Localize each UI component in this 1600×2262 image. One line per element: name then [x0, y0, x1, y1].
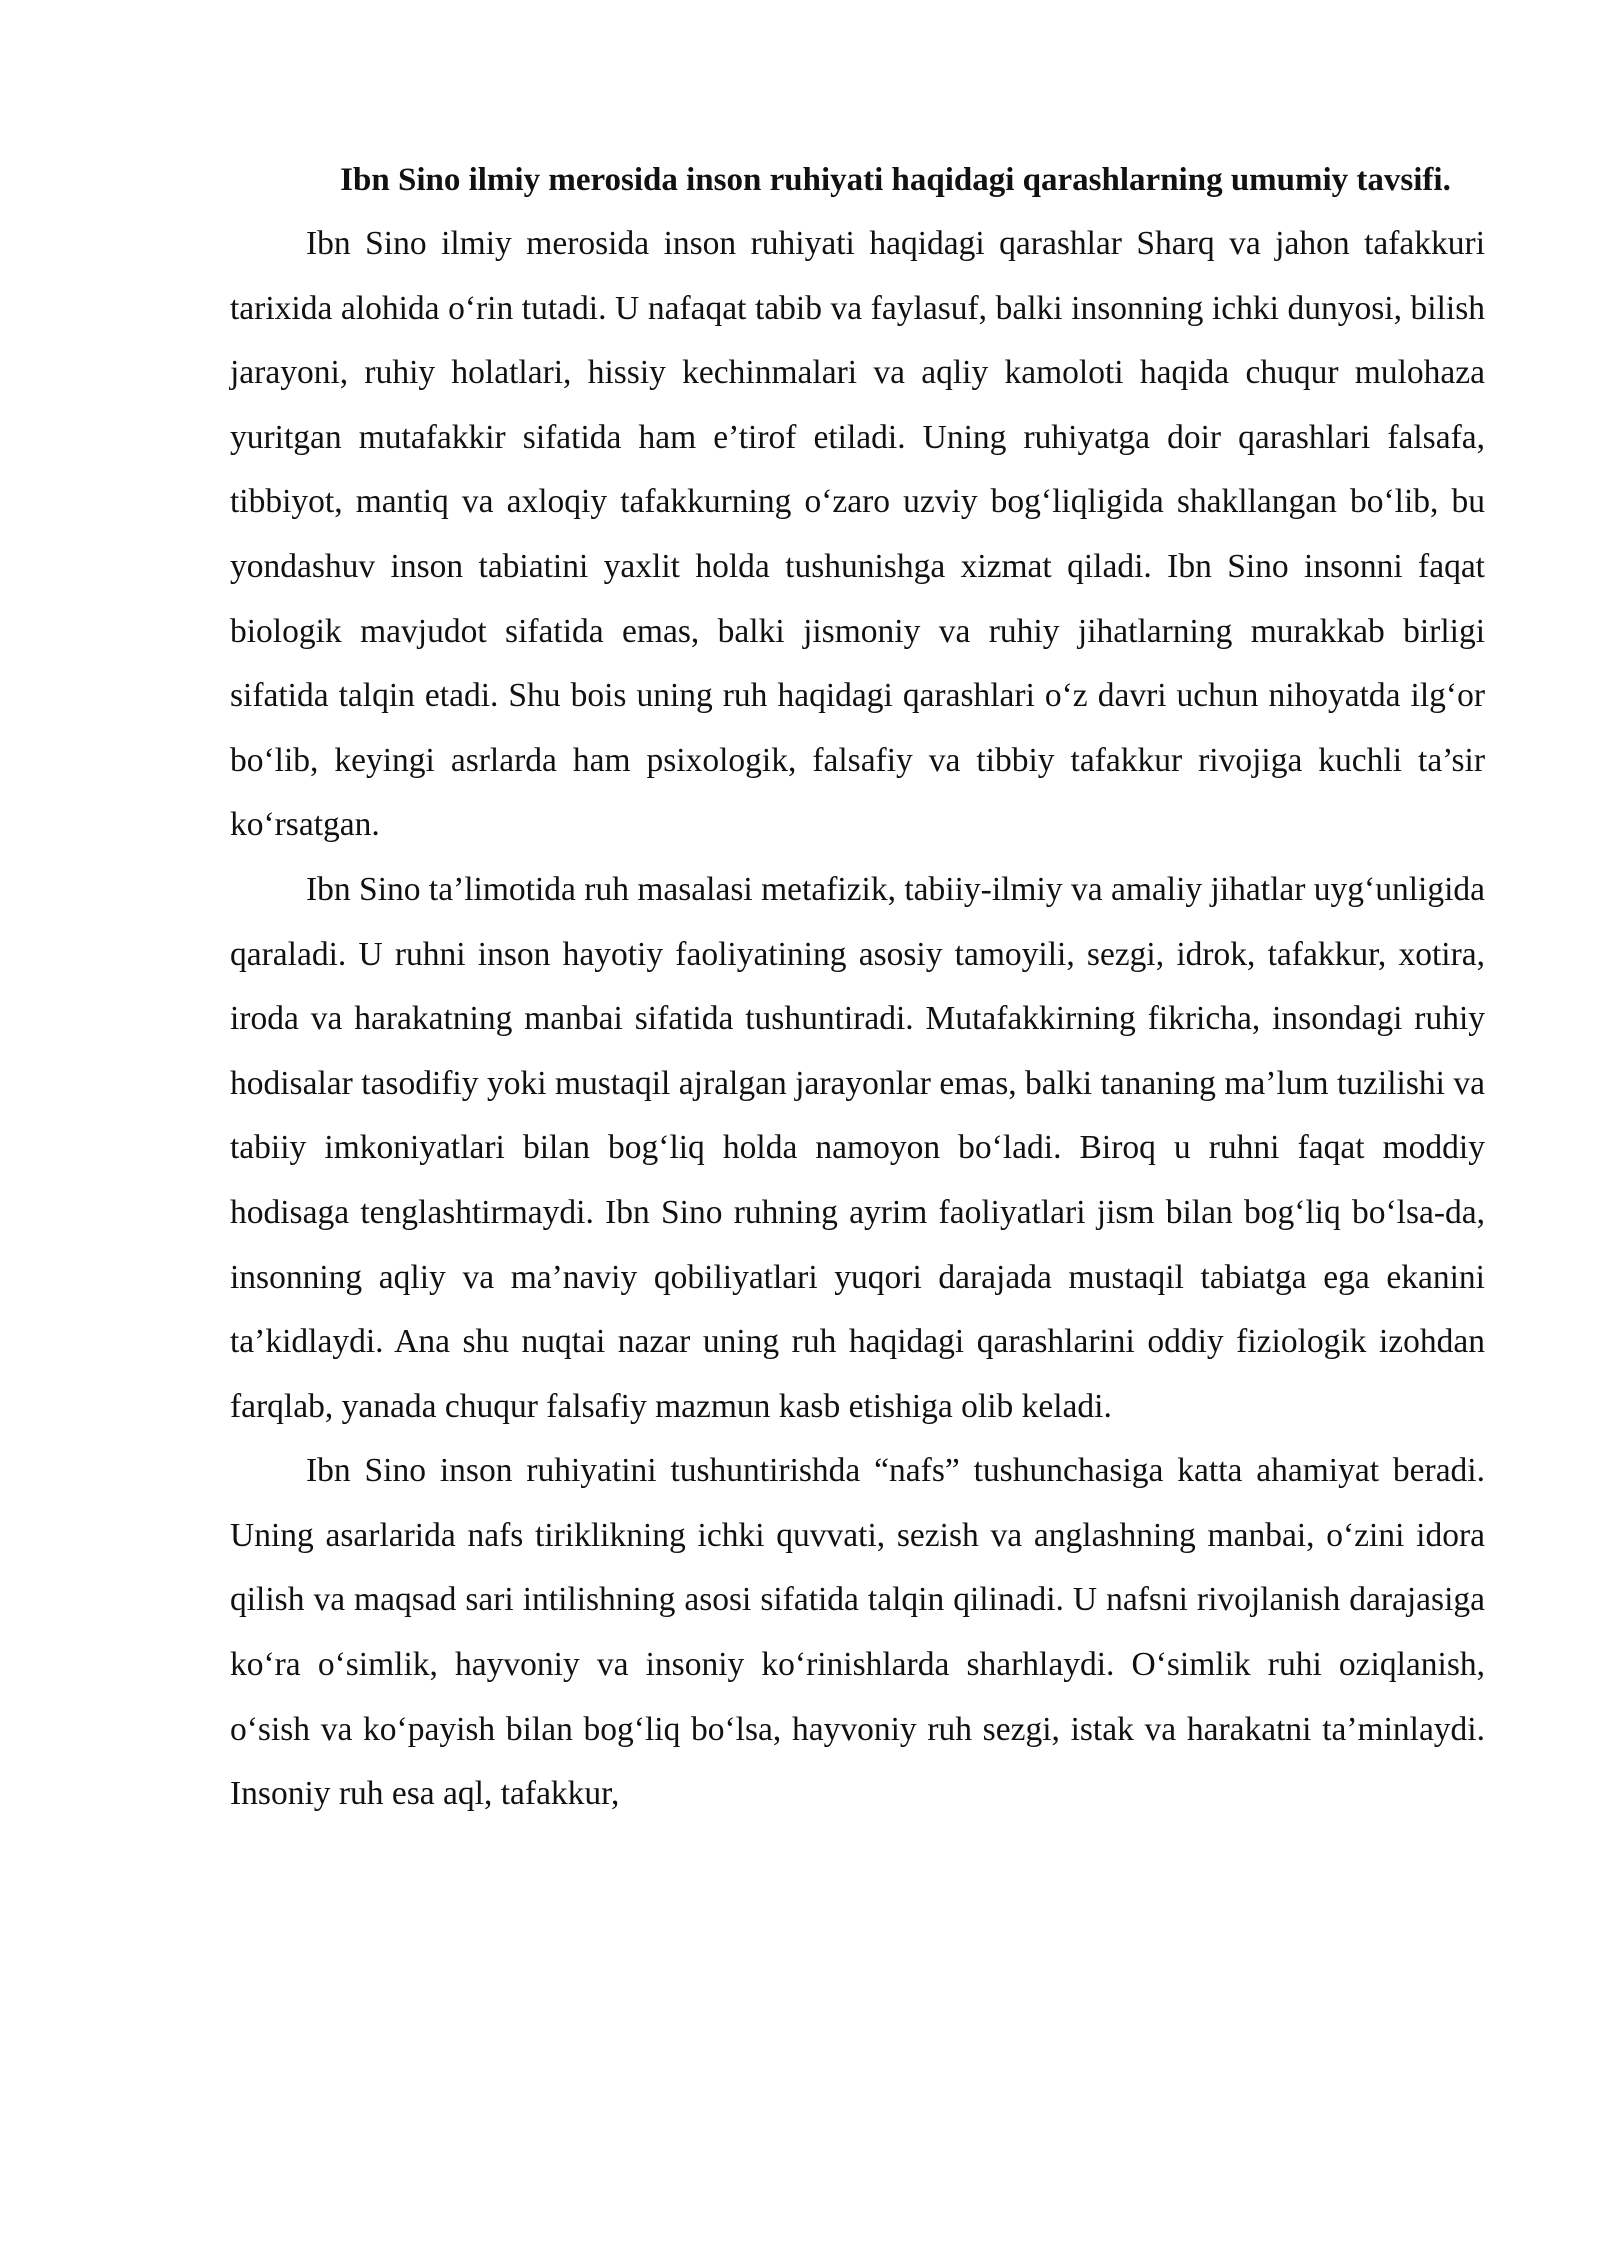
- paragraph-3: Ibn Sino inson ruhiyatini tushuntirishda “nafs” tushunchasiga katta ahamiyat beradi. Uning asarlarida nafs tiriklikning ichki quvvati, sezish va anglashning manbai, o‘zini idora qilish va maqsad sari intilishning asosi sifatida talqin qilinadi. U nafsni rivojlanish darajasiga ko‘ra o‘simlik, hayvoniy va insoniy ko‘rinishlarda sharhlaydi. O‘simlik ruhi oziqlanish, o‘sish va ko‘payish bilan bog‘liq bo‘lsa, hayvoniy ruh sezgi, istak va harakatni ta’minlaydi. Insoniy ruh esa aql, tafakkur,: [230, 1452, 1485, 1813]
- document-body: [230, 148, 1485, 1827]
- paragraph-2: Ibn Sino ta’limotida ruh masalasi metafizik, tabiiy-ilmiy va amaliy jihatlar uyg‘unligida qaraladi. U ruhni inson hayotiy faoliyatining asosiy tamoyili, sezgi, idrok, tafakkur, xotira, iroda va harakatning manbai sifatida tushuntiradi. Mutafakkirning fikricha, insondagi ruhiy hodisalar tasodifiy yoki mustaqil ajralgan jarayonlar emas, balki tananing ma’lum tuzilishi va tabiiy imkoniyatlari bilan bog‘liq holda namoyon bo‘ladi. Biroq u ruhni faqat moddiy hodisaga tenglashtirmaydi. Ibn Sino ruhning ayrim faoliyatlari jism bilan bog‘liq bo‘lsa-da, insonning aqliy va ma’naviy qobiliyatlari yuqori darajada mustaqil tabiatga ega ekanini ta’kidlaydi. Ana shu nuqtai nazar uning ruh haqidagi qarashlarini oddiy fiziologik izohdan farqlab, yanada chuqur falsafiy mazmun kasb etishiga olib keladi.: [230, 870, 1485, 1425]
- document-title: Ibn Sino ilmiy merosida inson ruhiyati haqidagi qarashlarning umumiy tavsifi.: [340, 162, 1451, 198]
- paragraph-1: Ibn Sino ilmiy merosida inson ruhiyati haqidagi qarashlar Sharq va jahon tafakkuri tarixida alohida o‘rin tutadi. U nafaqat tabib va faylasuf, balki insonning ichki dunyosi, bilish jarayoni, ruhiy holatlari, hissiy kechinmalari va aqliy kamoloti haqida chuqur mulohaza yuritgan mutafakkir sifatida ham e’tirof etiladi. Uning ruhiyatga doir qarashlari falsafa, tibbiyot, mantiq va axloqiy tafakkurning o‘zaro uzviy bog‘liqligida shakllangan bo‘lib, bu yondashuv inson tabiatini yaxlit holda tushunishga xizmat qiladi. Ibn Sino insonni faqat biologik mavjudot sifatida emas, balki jismoniy va ruhiy jihatlarning murakkab birligi sifatida talqin etadi. Shu bois uning ruh haqidagi qarashlari o‘z davri uchun nihoyatda ilg‘or bo‘lib, keyingi asrlarda ham psixologik, falsafiy va tibbiy tafakkur rivojiga kuchli ta’sir ko‘rsatgan.: [230, 225, 1485, 844]
